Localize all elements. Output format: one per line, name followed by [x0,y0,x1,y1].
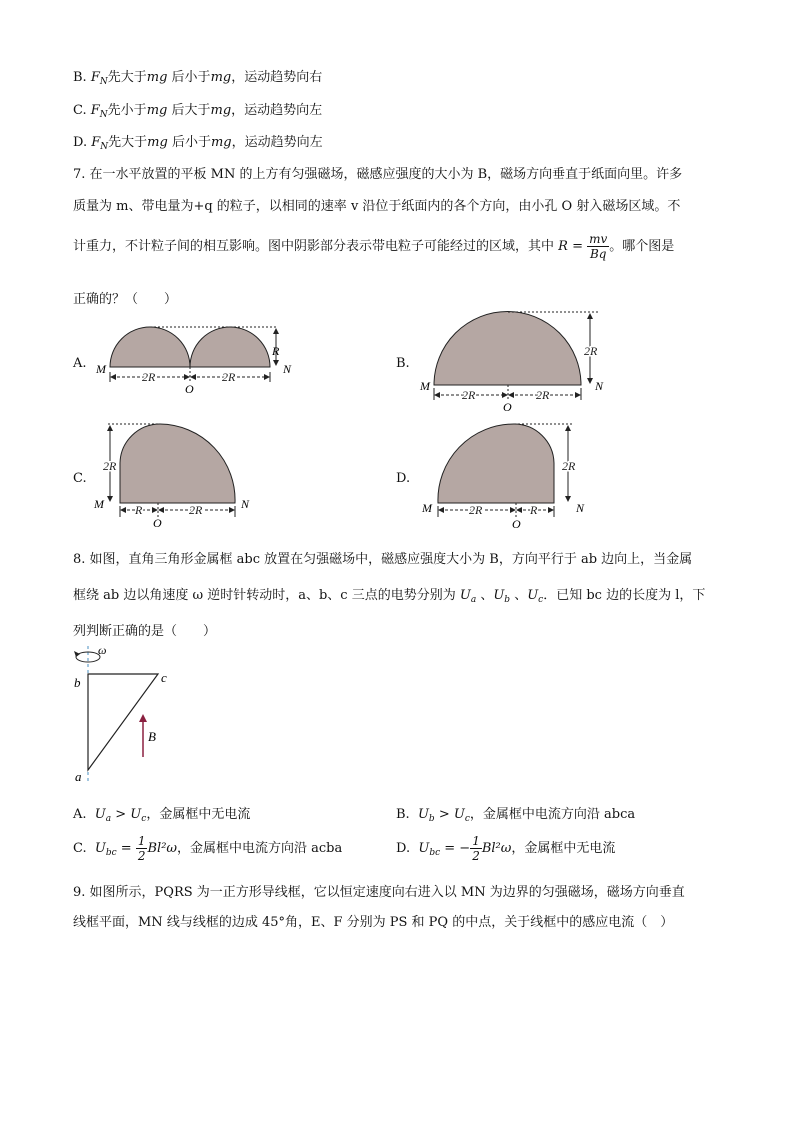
q9-line1: 9. 如图所示，PQRS 为一正方形导线框，它以恒定速度向右进入以 MN 为边界的匀强磁场，磁场方向垂直 [73,885,685,900]
prev-option-b: B. $F_N$先大于mg 后小于mg，运动趋势向右 [73,70,323,87]
q7-option-a-label: A. [73,356,87,371]
q7-line1: 7. 在一水平放置的平板 MN 的上方有匀强磁场，磁感应强度的大小为 B，磁场方向垂直于纸面向里。许多 [73,167,683,182]
dim-right: 2R [222,370,236,384]
formula-fraction: $\frac{mv}{Bq}$ [589,232,608,261]
triangle-frame [88,674,158,770]
svg-text:2R: 2R [536,388,550,402]
q7-diagram-d [414,420,604,530]
svg-text:2R: 2R [584,344,598,358]
label-n: N [283,362,292,376]
shaded-region [110,327,270,367]
label-a: a [75,769,82,784]
svg-text:O: O [512,517,521,531]
prev-option-d: D. $F_N$先大于mg 后小于mg，运动趋势向左 [73,135,323,152]
shaded-region [438,424,554,503]
q8-line2: 框绕 ab 边以角速度 ω 逆时针转动时，a、b、c 三点的电势分别为 $U_a$ 、$U_b$ 、$U_c$．已知 bc 边的长度为 l，下 [73,588,706,605]
svg-text:2R: 2R [469,503,483,517]
svg-text:2R: 2R [562,459,576,473]
q7-option-b-label: B. [396,356,410,371]
prev-option-c: C. $F_N$先小于mg 后大于mg，运动趋势向左 [73,103,323,120]
svg-text:2R: 2R [462,388,476,402]
q7-diagram-a [90,320,310,400]
svg-text:R: R [530,503,538,517]
svg-text:2R: 2R [189,503,203,517]
q7-line4: 正确的？（ ） [73,292,178,307]
label-r: R [272,344,280,358]
q8-option-c: C. $U_{bc}$ = $\frac{1}{2}$ Bl²ω，金属框中电流方向沿 acba [73,834,343,863]
svg-text:M: M [420,379,430,393]
label-b: b [74,675,81,690]
q8-option-d: D. $U_{bc}$ = − $\frac{1}{2}$ Bl²ω，金属框中无电流 [396,834,616,863]
svg-text:2R: 2R [103,459,117,473]
svg-text:N: N [595,379,604,393]
svg-text:M: M [422,501,432,515]
dim-left: 2R [142,370,156,384]
svg-text:R: R [135,503,143,517]
svg-text:N: N [241,497,250,511]
q8-option-b: B. $U_b > U_c$，金属框中电流方向沿 abca [396,807,636,824]
shaded-region [434,312,581,386]
svg-text:M: M [94,497,104,511]
label-m: M [96,362,106,376]
q7-line2: 质量为 m、带电量为+q 的粒子，以相同的速率 v 沿位于纸面内的各个方向，由小孔 O 射入磁场区域。不 [73,199,681,214]
q7-option-c-label: C. [73,471,87,486]
q8-option-a: A. $U_a > U_c$，金属框中无电流 [73,807,251,824]
formula-lhs: R = [558,239,583,254]
q8-figure [68,642,188,787]
label-c: c [161,670,167,685]
omega-label: ω [98,643,107,657]
svg-text:N: N [576,501,585,515]
q7-diagram-c [90,420,270,530]
svg-text:O: O [153,516,162,530]
label-o: O [185,382,194,396]
q7-diagram-b [414,310,634,415]
q8-line3: 列判断正确的是（ ） [73,624,217,639]
shaded-region [120,424,235,503]
q7-line3: 计重力，不计粒子间的相互影响。图中阴影部分表示带电粒子可能经过的区域，其中 R = $\frac{mv}{Bq}$ 。哪个图是 [73,232,675,261]
label-field: B [148,729,156,744]
q9-line2: 线框平面，MN 线与线框的边成 45°角，E、F 分别为 PS 和 PQ 的中点，关于线框中的感应电流（ ） [73,915,674,930]
svg-text:O: O [503,400,512,414]
q8-line1: 8. 如图，直角三角形金属框 abc 放置在匀强磁场中，磁感应强度大小为 B，方向平行于 ab 边向上，当金属 [73,552,693,567]
q7-option-d-label: D. [396,471,411,486]
